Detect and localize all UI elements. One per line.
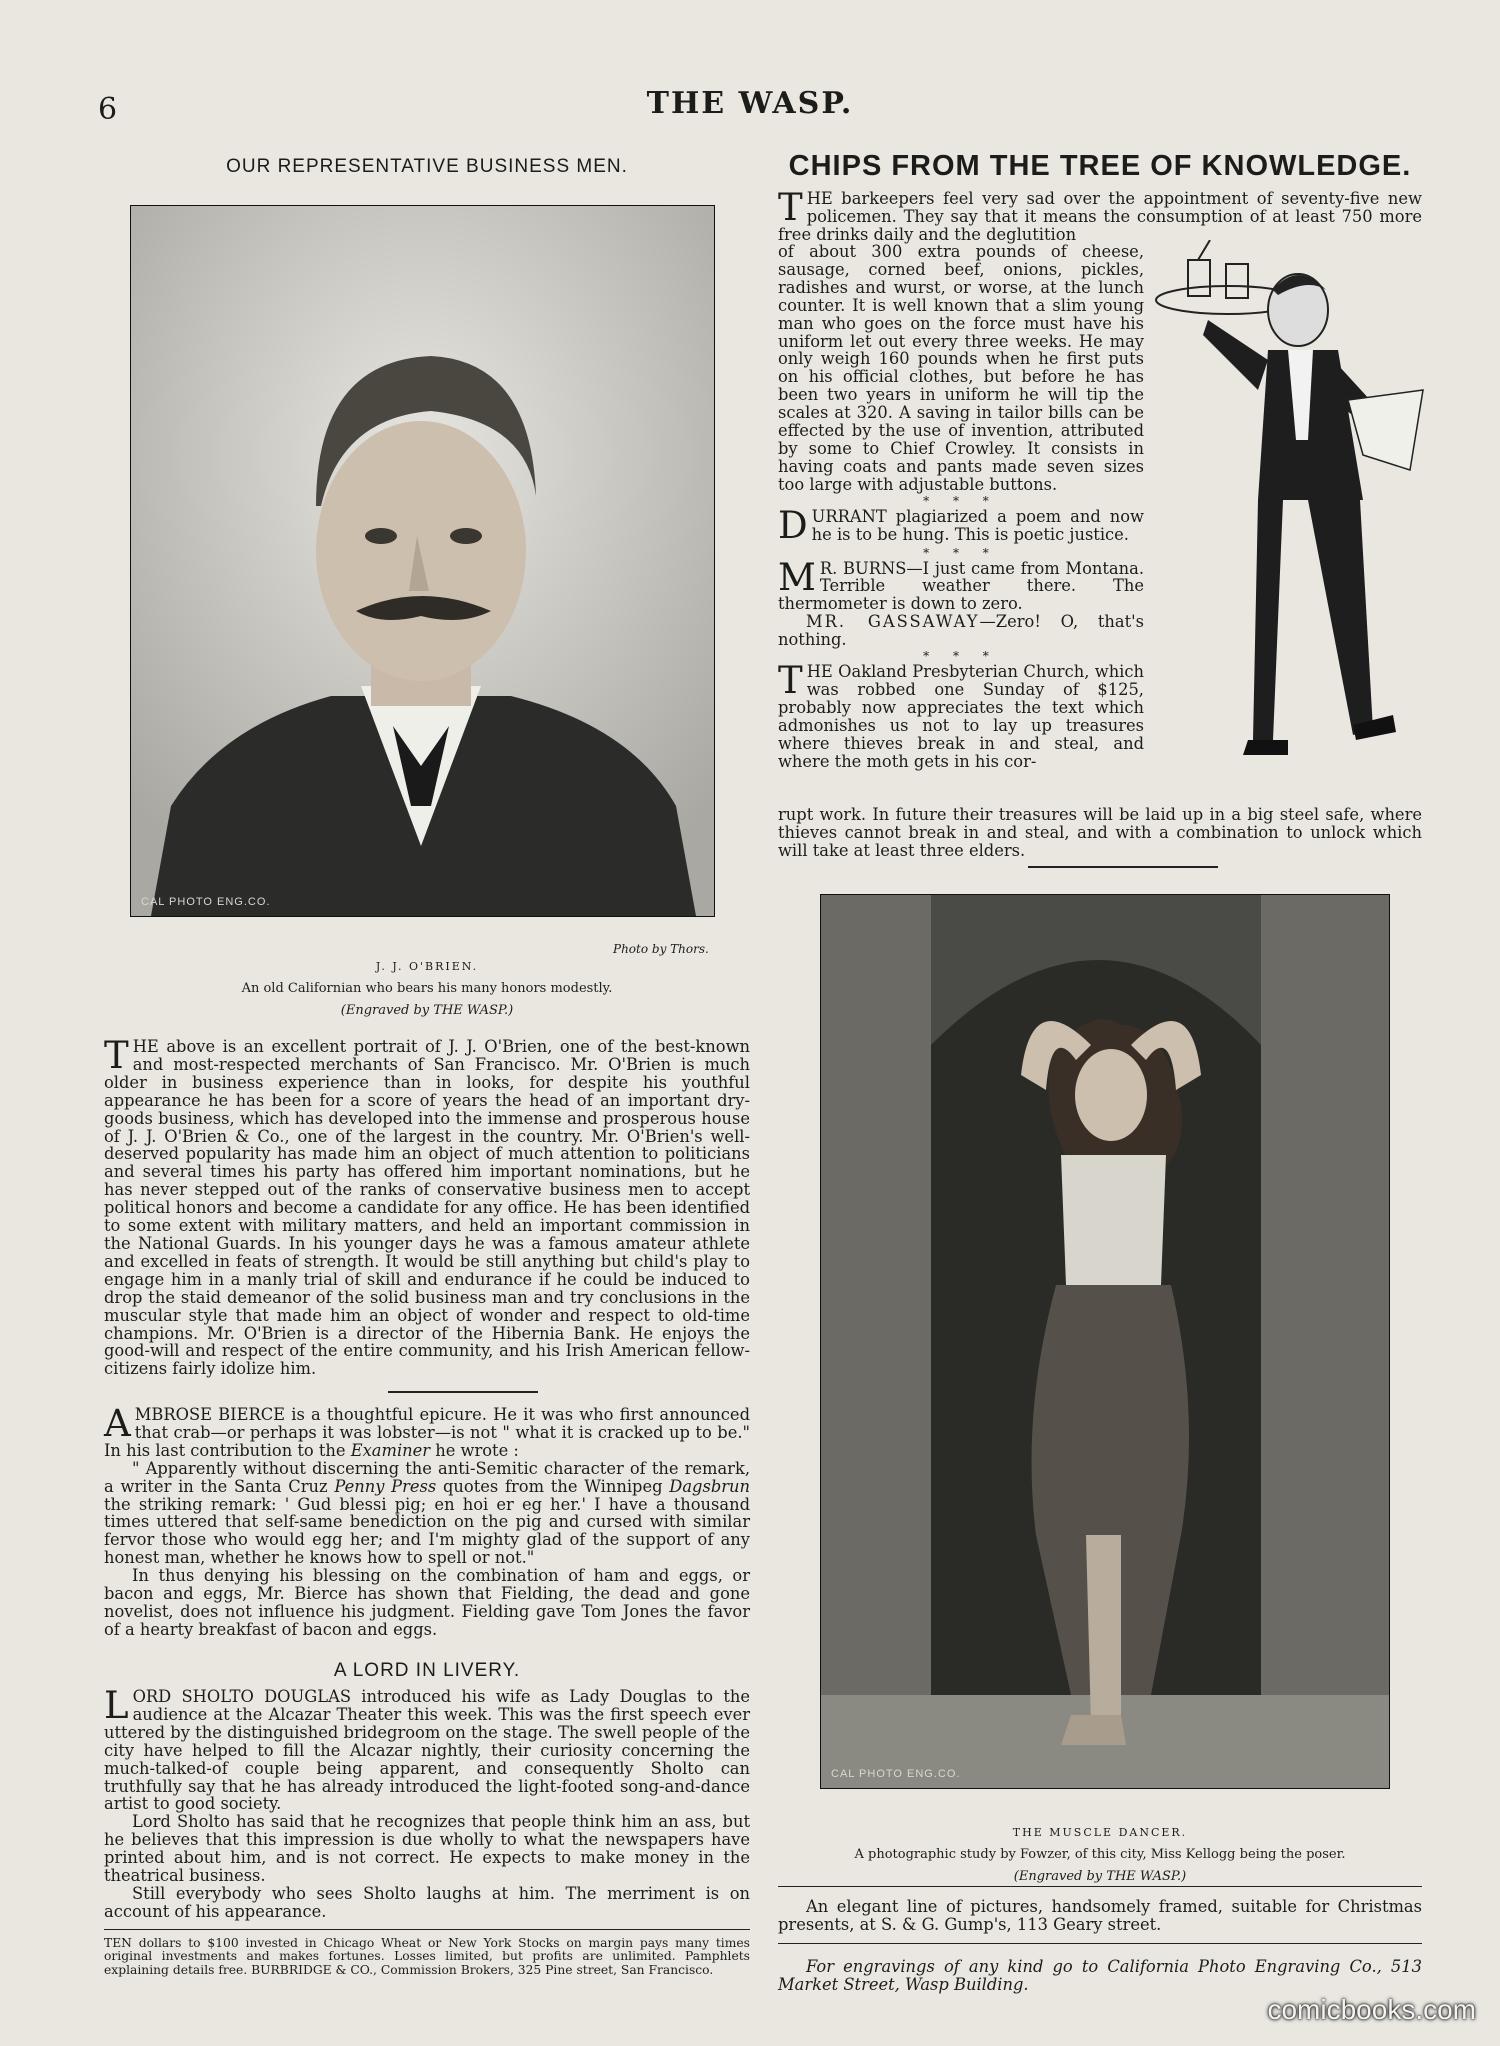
livery-text: Still everybody who sees Sholto laughs at him. The merriment is on account of his appearance. bbox=[104, 1883, 750, 1921]
bierce-quote-em: Penny Press bbox=[334, 1476, 437, 1496]
drop-cap: D bbox=[778, 503, 808, 547]
ad-divider bbox=[104, 1929, 750, 1930]
portrait-photo-obrien bbox=[130, 205, 715, 917]
bierce-quote: the striking remark: ' Gud blessi pig; en hoi er eg her.' I have a thousand times uttered that self-same benediction on the pig and cursed with similar fervor those who would egg her; and I'm mighty glad of the support of any honest man, whether he knows how to spell or not." bbox=[104, 1494, 750, 1568]
bierce-quote: quotes from the Winnipeg bbox=[436, 1476, 670, 1496]
obrien-text: HE above is an excellent portrait of J. J. O'Brien, one of the best-known and most-respected merchants of San Francisco. Mr. O'Brien is much older in business experience than in looks, for despite his youthful appearance he has been for a score of years the head of an important dry-goods business, which has developed into the immense and prosperous house of J. J. O'Brien & Co., one of the largest in the country. Mr. O'Brien's well-deserved popularity has made him an object of much attention to politicians and several times his party has offered him important nominations, but he has never stepped out of the ranks of conservative business men to accept political honors and become a candidate for any office. He has been identified to some extent with military matters, and held an important commission in the National Guards. In his younger days he was a famous amateur athlete and excelled in feats of strength. It would be still anything but child's play to engage him in a manly trial of skill and endurance if he could be induced to drop the staid demeanor of the solid business man and try conclusions in the muscular style that made him an object of wonder and respect to old-time champions. Mr. O'Brien is a director of the Hibernia Bank. He enjoys the good-will and respect of the entire community, and his Irish American fellow-citizens fairly idolize him. bbox=[104, 1037, 750, 1379]
left-column-heading: OUR REPRESENTATIVE BUSINESS MEN. bbox=[226, 156, 628, 177]
portrait-caption bbox=[104, 956, 750, 1022]
waiter-illustration bbox=[1148, 240, 1428, 780]
caption-line: An old Californian who bears his many honors modestly. bbox=[241, 981, 613, 996]
livery-heading: A LORD IN LIVERY. bbox=[333, 1660, 521, 1681]
gassaway-name: MR. GASSAWAY bbox=[806, 612, 980, 632]
dancer-illustration bbox=[821, 895, 1389, 1788]
barkeepers-column bbox=[778, 243, 1144, 770]
bierce-text-em: Examiner bbox=[350, 1440, 431, 1460]
engraving-divider bbox=[778, 1943, 1422, 1944]
stars-separator: * * * bbox=[923, 493, 999, 508]
page-number: 6 bbox=[98, 92, 118, 127]
dancer-engraver-mark: CAL PHOTO ENG.CO. bbox=[831, 1768, 961, 1780]
burns-text: R. BURNS—I just came from Montana. Terrible weather there. The thermometer is down to zero. bbox=[778, 558, 1144, 614]
bierce-text: he wrote : bbox=[430, 1440, 519, 1460]
engraving-ad: For engravings of any kind go to California Photo Engraving Co., 513 Market Street, Wasp Building. bbox=[778, 1957, 1422, 1994]
barkeepers-text: HE barkeepers feel very sad over the appointment of seventy-five new policemen. They say that it means the consumption of at least 750 more free drinks daily and the deglutition bbox=[778, 189, 1422, 244]
muscle-dancer-photo bbox=[820, 894, 1390, 1789]
dancer-line: A photographic study by Fowzer, of this city, Miss Kellogg being the poser. bbox=[854, 1847, 1346, 1862]
drop-cap: T bbox=[778, 659, 803, 703]
gump-ad: An elegant line of pictures, handsomely framed, suitable for Christmas presents, at S. & G. Gump's, 113 Geary street. bbox=[778, 1897, 1422, 1934]
right-column-heading: CHIPS FROM THE TREE OF KNOWLEDGE. bbox=[788, 150, 1412, 182]
portrait-illustration bbox=[131, 206, 714, 916]
barkeepers-top bbox=[778, 186, 1422, 244]
oakland-text: HE Oakland Presbyterian Church, which was robbed one Sunday of $125, probably now appreciates the text which admonishes us not to lay up treasures where thieves break in and steal, and where the moth gets in his cor- bbox=[778, 662, 1144, 771]
bierce-text: In thus denying his blessing on the combination of ham and eggs, or bacon and eggs, Mr. Bierce has shown that Fielding, the dead and gone novelist, does not influence his judgment. Fielding gave Tom Jones the favor of a hearty breakfast of bacon and eggs. bbox=[104, 1566, 750, 1639]
obrien-article bbox=[104, 1034, 750, 1379]
gump-divider bbox=[778, 1886, 1422, 1887]
bierce-text: MBROSE BIERCE is a thoughtful epicure. He it was who first announced that crab—or perhaps it was lobster—is not " what it is cracked up to be." In his last contribution to the bbox=[104, 1405, 750, 1460]
drop-cap: T bbox=[104, 1034, 129, 1077]
barkeepers-text: of about 300 extra pounds of cheese, sausage, corned beef, onions, pickles, radishes and wurst, or worse, at the lunch counter. It is well known that a slim young man who goes on the force must have his uniform let out every three weeks. He may only weigh 160 pounds when he first puts on his official clothes, but before he has been two years in uniform he will tip the scales at 320. A saving in tailor bills can be effected by the use of invention, attributed by some to Chief Crowley. It consists in having coats and pants made seven sizes too large with adjustable buttons. bbox=[778, 242, 1144, 494]
bierce-quote-em: Dagsbrun bbox=[669, 1476, 750, 1496]
section-divider bbox=[388, 1391, 538, 1393]
stars-separator: * * * bbox=[923, 545, 999, 560]
bierce-article bbox=[104, 1402, 750, 1639]
burbridge-ad: TEN dollars to $100 invested in Chicago Wheat or New York Stocks on margin pays many times original investments and makes fortunes. Losses limited, but profits are unlimited. Pamphlets explaining details free. BURBRIDGE & CO., Commission Brokers, 325 Pine street, San Francisco. bbox=[104, 1936, 750, 1977]
livery-article bbox=[104, 1684, 750, 1921]
section-divider bbox=[1028, 866, 1218, 868]
bierce-quote: " Apparently without discerning the anti-Semitic character of the remark, a writer in the Santa Cruz bbox=[104, 1458, 750, 1496]
photo-credit: Photo by Thors. bbox=[613, 942, 709, 956]
caption-name: J. J. O'BRIEN. bbox=[375, 960, 479, 973]
dancer-caption bbox=[778, 1822, 1422, 1888]
caption-engraved: (Engraved by THE WASP.) bbox=[340, 1003, 514, 1018]
masthead-title: THE WASP. bbox=[646, 86, 854, 121]
portrait-engraver-mark: CAL PHOTO ENG.CO. bbox=[141, 896, 271, 908]
dancer-title: THE MUSCLE DANCER. bbox=[1012, 1826, 1188, 1839]
gassaway-text: —Zero! O, that's nothing. bbox=[778, 612, 1144, 650]
oakland-continued: rupt work. In future their treasures will be laid up in a big steel safe, where thieves cannot break in and steal, and with a combination to unlock which will take at least three elders. bbox=[778, 805, 1422, 860]
drop-cap: L bbox=[104, 1684, 129, 1727]
livery-text: ORD SHOLTO DOUGLAS introduced his wife as Lady Douglas to the audience at the Alcazar Theater this week. This was the first speech ever uttered by the distinguished bridegroom on the stage. The swell people of the city have helped to fill the Alcazar nightly, their curiosity concerning the much-talked-of couple being apparent, and consequently Sholto can truthfully say that he has already introduced the light-footed song-and-dance artist to good society. bbox=[104, 1687, 750, 1814]
drop-cap: A bbox=[104, 1402, 131, 1445]
dancer-engraved: (Engraved by THE WASP.) bbox=[1013, 1869, 1187, 1884]
durrant-text: URRANT plagiarized a poem and now he is to be hung. This is poetic justice. bbox=[811, 506, 1144, 544]
drop-cap: T bbox=[778, 186, 803, 229]
stars-separator: * * * bbox=[923, 649, 999, 664]
drop-cap: M bbox=[778, 555, 816, 599]
livery-text: Lord Sholto has said that he recognizes that people think him an ass, but he believes that this impression is due wholly to what the newspapers have printed about him, and is not correct. He expects to make money in the theatrical business. bbox=[104, 1812, 750, 1886]
watermark: comicbooks.com bbox=[1267, 1994, 1476, 2025]
